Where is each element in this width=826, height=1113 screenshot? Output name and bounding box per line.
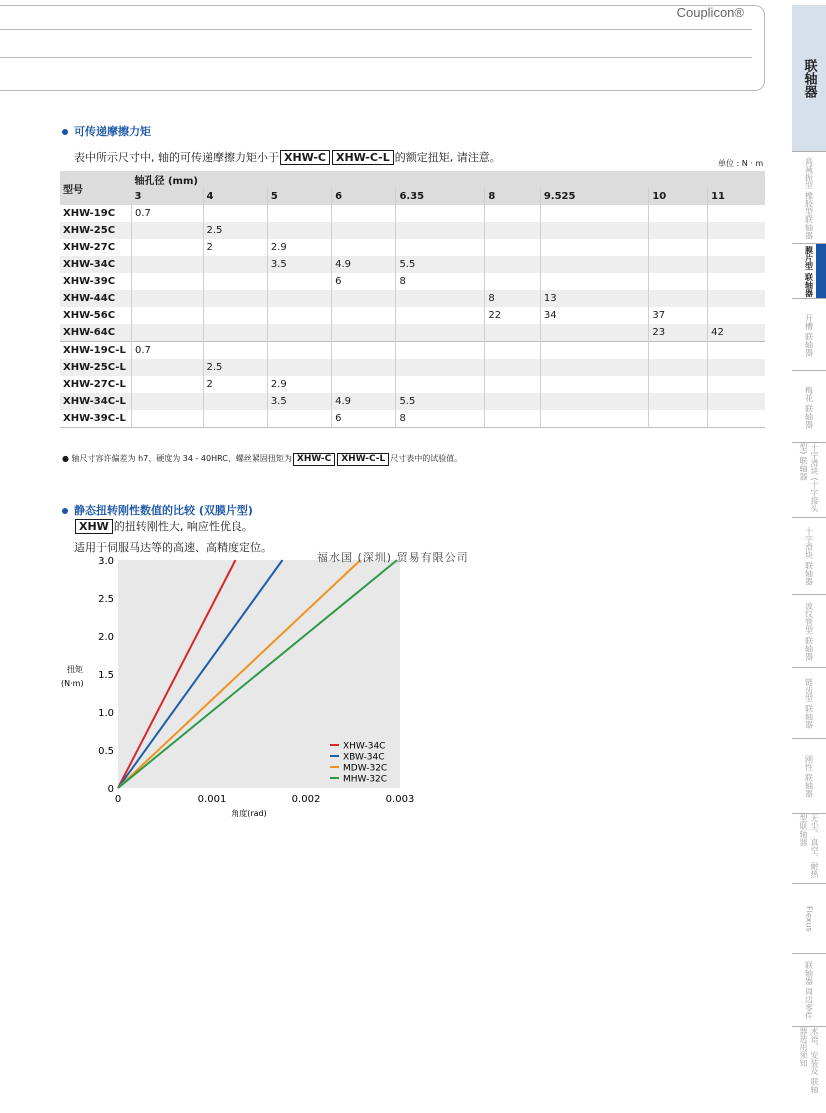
- model-box: XHW: [75, 519, 113, 534]
- torque-cell: [203, 290, 267, 307]
- column-header-bore-size: 8: [485, 188, 540, 205]
- sidebar-tab-label: 联轴器 周边零件: [804, 961, 814, 1020]
- y-tick-label: 2.5: [98, 594, 114, 605]
- torque-cell: [540, 239, 649, 256]
- torque-cell: [485, 239, 540, 256]
- torque-cell: [485, 205, 540, 222]
- torque-cell: [649, 222, 708, 239]
- header-rule: [0, 29, 752, 30]
- sidebar-tab[interactable]: [792, 813, 826, 884]
- model-cell: XHW-39C: [63, 276, 116, 287]
- torque-cell: 42: [708, 324, 765, 342]
- y-axis-unit: (N·m): [61, 679, 84, 688]
- torque-cell: [132, 256, 204, 273]
- sidebar-tab-label: 膜片型 联轴器: [804, 246, 814, 297]
- y-tick-label: 0: [107, 784, 114, 795]
- torque-cell: 8: [396, 410, 485, 428]
- table-row: [60, 342, 765, 360]
- model-cell: XHW-27C-L: [63, 379, 126, 390]
- torque-cell: [396, 307, 485, 324]
- torque-cell: [649, 290, 708, 307]
- torque-cell: [485, 410, 540, 428]
- bullet-icon: [62, 129, 68, 135]
- intro-text-before: 表中所示尺寸中, 轴的可传递摩擦力矩小于: [74, 151, 279, 164]
- column-header-bore-size: 6.35: [396, 188, 485, 205]
- sidebar-tab-label: 波纹管型 联轴器: [804, 602, 814, 661]
- torque-cell: [708, 307, 765, 324]
- torque-cell: 13: [540, 290, 649, 307]
- torque-cell: [540, 205, 649, 222]
- torque-cell: 5.5: [396, 393, 485, 410]
- sidebar-tab-label: 开槽 联轴器: [804, 313, 814, 357]
- torque-cell: [708, 359, 765, 376]
- torque-cell: [203, 273, 267, 290]
- sidebar-tab[interactable]: [792, 5, 826, 151]
- sidebar-tab[interactable]: [792, 738, 826, 814]
- sidebar-tab-label: 无尘、真空、耐热型联轴器: [799, 814, 819, 878]
- header-rule: [0, 57, 752, 58]
- torque-cell: [267, 222, 331, 239]
- header-frame: [0, 5, 765, 91]
- torque-cell: [396, 324, 485, 342]
- torque-cell: 8: [485, 290, 540, 307]
- sidebar-tab-label: 梅花 联轴器: [804, 385, 814, 429]
- torque-cell: [396, 239, 485, 256]
- torque-cell: [332, 324, 396, 342]
- torque-cell: [649, 342, 708, 360]
- sidebar-tab-label: 链齿型 联轴器: [804, 678, 814, 729]
- sidebar-tab-label: Flexus: [804, 906, 814, 932]
- footnote-text-after: 尺寸表中的试验值。: [390, 454, 463, 463]
- torque-cell: [540, 410, 649, 428]
- table-row: [60, 324, 765, 342]
- stiffness-text: 的扭转刚性大, 响应性优良。: [113, 520, 253, 533]
- table-footnote: [62, 453, 462, 466]
- torque-cell: [132, 359, 204, 376]
- x-tick-label: 0.003: [385, 794, 415, 805]
- torque-cell: [132, 239, 204, 256]
- torque-cell: [396, 222, 485, 239]
- torque-cell: 2.5: [203, 222, 267, 239]
- torque-cell: [485, 359, 540, 376]
- torque-cell: [540, 324, 649, 342]
- torque-cell: 23: [649, 324, 708, 342]
- torque-cell: 37: [649, 307, 708, 324]
- sidebar-tab[interactable]: [792, 298, 826, 371]
- sidebar-tab[interactable]: [792, 517, 826, 595]
- torque-cell: [267, 342, 331, 360]
- model-cell: XHW-25C: [63, 225, 116, 236]
- torque-cell: [203, 393, 267, 410]
- torque-cell: [132, 393, 204, 410]
- torque-cell: 6: [332, 410, 396, 428]
- model-box: XHW-C-L: [332, 150, 394, 165]
- model-cell: XHW-25C-L: [63, 362, 126, 373]
- intro-text-after: 的额定扭矩, 请注意。: [394, 151, 501, 164]
- torque-cell: [203, 256, 267, 273]
- x-tick-label: 0.002: [291, 794, 321, 805]
- torque-cell: [203, 324, 267, 342]
- torque-cell: [267, 290, 331, 307]
- torque-cell: [267, 273, 331, 290]
- torque-cell: [267, 410, 331, 428]
- model-cell: XHW-34C-L: [63, 396, 126, 407]
- torque-cell: [485, 273, 540, 290]
- torque-cell: [708, 222, 765, 239]
- model-box: XHW-C: [293, 453, 335, 466]
- torque-cell: [649, 256, 708, 273]
- torque-cell: [708, 239, 765, 256]
- table-row: [60, 205, 765, 222]
- table-row: [60, 410, 765, 428]
- table-header-row: [60, 171, 765, 188]
- model-cell: XHW-19C: [63, 208, 116, 219]
- torque-cell: 2: [203, 239, 267, 256]
- sidebar-tab[interactable]: [792, 953, 826, 1027]
- torque-cell: [332, 342, 396, 360]
- torque-cell: [203, 342, 267, 360]
- legend-label: MDW-32C: [343, 763, 388, 774]
- torque-cell: [649, 376, 708, 393]
- torque-cell: [132, 273, 204, 290]
- y-tick-label: 1.0: [98, 708, 114, 719]
- torque-cell: 8: [396, 273, 485, 290]
- bullet-icon: ●: [62, 454, 69, 463]
- sidebar-tab-label: 高减振型 橡胶型联轴器: [804, 156, 814, 240]
- torque-cell: [485, 222, 540, 239]
- torque-cell: [649, 239, 708, 256]
- x-tick-label: 0: [114, 794, 122, 805]
- torque-cell: 4.9: [332, 256, 396, 273]
- y-tick-label: 0.5: [98, 746, 114, 757]
- torque-cell: [267, 205, 331, 222]
- torque-cell: 3.5: [267, 393, 331, 410]
- legend-label: XBW-34C: [343, 752, 385, 763]
- table-row: [60, 290, 765, 307]
- torque-cell: [540, 342, 649, 360]
- torque-cell: [203, 307, 267, 324]
- torque-cell: [708, 393, 765, 410]
- section-title-text: 可传递摩擦力矩: [74, 125, 151, 138]
- sidebar-tab[interactable]: [792, 667, 826, 739]
- torque-cell: [267, 324, 331, 342]
- torque-cell: [540, 273, 649, 290]
- torque-cell: [485, 376, 540, 393]
- torque-cell: [649, 359, 708, 376]
- sidebar-tab-label: 术语、安装及 联轴器选用须知: [799, 1027, 819, 1094]
- sidebar-tab[interactable]: [792, 151, 826, 244]
- table-row: [60, 307, 765, 324]
- model-cell: XHW-39C-L: [63, 413, 126, 424]
- torque-cell: [396, 205, 485, 222]
- torque-cell: 3.5: [267, 256, 331, 273]
- torque-cell: [485, 256, 540, 273]
- torque-cell: [708, 376, 765, 393]
- torque-cell: [540, 256, 649, 273]
- torque-cell: [332, 222, 396, 239]
- torque-cell: [649, 205, 708, 222]
- torque-cell: 2: [203, 376, 267, 393]
- torque-cell: [332, 307, 396, 324]
- sidebar-tab-label: 十字滑块 联轴器: [804, 527, 814, 586]
- torque-cell: [485, 324, 540, 342]
- torque-cell: [396, 376, 485, 393]
- watermark-text: 福水国 (深圳) 贸易有限公司: [317, 551, 469, 564]
- torque-cell: [203, 205, 267, 222]
- stiffness-text-line2: 适用于伺服马达等的高速、高精度定位。: [74, 541, 272, 554]
- torque-cell: [332, 376, 396, 393]
- torque-cell: [708, 342, 765, 360]
- torque-cell: 0.7: [132, 205, 204, 222]
- model-cell: XHW-19C-L: [60, 342, 132, 360]
- torque-cell: [132, 410, 204, 428]
- column-header-bore-size: 3: [134, 191, 142, 202]
- torque-cell: 34: [540, 307, 649, 324]
- stiffness-chart: [55, 552, 435, 824]
- y-tick-label: 1.5: [98, 670, 114, 681]
- torque-cell: [708, 256, 765, 273]
- torque-cell: [649, 393, 708, 410]
- y-tick-label: 3.0: [98, 556, 114, 567]
- torque-cell: 6: [332, 273, 396, 290]
- torque-cell: [396, 342, 485, 360]
- sidebar-tab[interactable]: [792, 442, 826, 518]
- torque-cell: [649, 410, 708, 428]
- model-cell: XHW-64C: [63, 327, 116, 338]
- column-header-bore-size: 9.525: [540, 188, 649, 205]
- sidebar-tab[interactable]: [792, 370, 826, 443]
- torque-cell: [540, 393, 649, 410]
- torque-cell: [132, 307, 204, 324]
- torque-cell: [132, 376, 204, 393]
- model-cell: XHW-56C: [63, 310, 116, 321]
- table-row: [60, 393, 765, 410]
- torque-cell: [332, 205, 396, 222]
- torque-cell: 2.5: [203, 359, 267, 376]
- sidebar-tab[interactable]: [792, 1026, 826, 1101]
- torque-cell: [708, 273, 765, 290]
- column-header-bore-size: 5: [267, 188, 331, 205]
- table-row: [60, 222, 765, 239]
- model-cell: XHW-44C: [63, 293, 116, 304]
- torque-cell: [649, 273, 708, 290]
- torque-cell: [203, 410, 267, 428]
- column-header-bore-size: 10: [649, 188, 708, 205]
- model-box: XHW-C-L: [337, 453, 389, 466]
- torque-cell: [485, 342, 540, 360]
- torque-cell: [332, 359, 396, 376]
- x-axis-label: 角度(rad): [231, 809, 267, 818]
- intro-text: [74, 149, 501, 165]
- sidebar-tab-label: 十字滑块 (十字接头型) 联轴器: [799, 443, 819, 513]
- torque-cell: 0.7: [132, 342, 204, 360]
- sidebar-tab[interactable]: [792, 883, 826, 954]
- torque-cell: 2.9: [267, 376, 331, 393]
- torque-cell: [332, 290, 396, 307]
- sidebar-tab-label: 刚性 联轴器: [804, 755, 814, 798]
- bullet-icon: [62, 508, 68, 514]
- torque-cell: [540, 222, 649, 239]
- footnote-text-before: 轴尺寸容许偏差为 h7、硬度为 34 - 40HRC、螺丝紧固扭矩为: [71, 454, 292, 463]
- torque-cell: 2.9: [267, 239, 331, 256]
- torque-cell: [267, 359, 331, 376]
- table-row: [60, 239, 765, 256]
- sidebar-tab[interactable]: [792, 594, 826, 668]
- friction-torque-table: [60, 171, 765, 428]
- torque-cell: [708, 205, 765, 222]
- x-tick-label: 0.001: [197, 794, 227, 805]
- torque-cell: [132, 290, 204, 307]
- torque-cell: [396, 290, 485, 307]
- model-box: XHW-C: [280, 150, 330, 165]
- torque-cell: 22: [485, 307, 540, 324]
- section-title-stiffness: [62, 502, 253, 518]
- torque-cell: [132, 222, 204, 239]
- torque-cell: [540, 376, 649, 393]
- torque-cell: [267, 307, 331, 324]
- table-header-row: [60, 188, 765, 205]
- torque-cell: 4.9: [332, 393, 396, 410]
- brand-logo: Couplicon®: [676, 5, 744, 20]
- torque-cell: 5.5: [396, 256, 485, 273]
- torque-cell: [708, 290, 765, 307]
- y-tick-label: 2.0: [98, 632, 114, 643]
- section-title-text: 静态扭转刚性数值的比较 (双膜片型): [74, 504, 253, 517]
- section-title-friction-torque: [62, 123, 151, 139]
- y-axis-label: 扭矩: [67, 665, 83, 674]
- table-row: [60, 273, 765, 290]
- column-header-bore-size: 6: [332, 188, 396, 205]
- torque-cell: [540, 359, 649, 376]
- torque-cell: [708, 410, 765, 428]
- legend-label: XHW-34C: [343, 741, 386, 752]
- torque-cell: [332, 239, 396, 256]
- table-row: [60, 256, 765, 273]
- torque-cell: [132, 324, 204, 342]
- column-header-model: 型号: [63, 184, 83, 196]
- torque-cell: [485, 393, 540, 410]
- column-header-bore-size: 4: [203, 188, 267, 205]
- unit-label: 单位 : N · m: [718, 159, 764, 168]
- legend-label: MHW-32C: [343, 774, 388, 785]
- stiffness-text-line1: [74, 518, 253, 534]
- torque-cell: [396, 359, 485, 376]
- column-header-bore-size: 11: [708, 188, 765, 205]
- sidebar-tab-label: 联轴器: [801, 58, 817, 98]
- table-row: [60, 376, 765, 393]
- table-row: [60, 359, 765, 376]
- column-header-bore: 轴孔径 (mm): [134, 176, 198, 187]
- model-cell: XHW-34C: [63, 259, 116, 270]
- model-cell: XHW-27C: [63, 242, 116, 253]
- sidebar-current-indicator: [816, 244, 826, 298]
